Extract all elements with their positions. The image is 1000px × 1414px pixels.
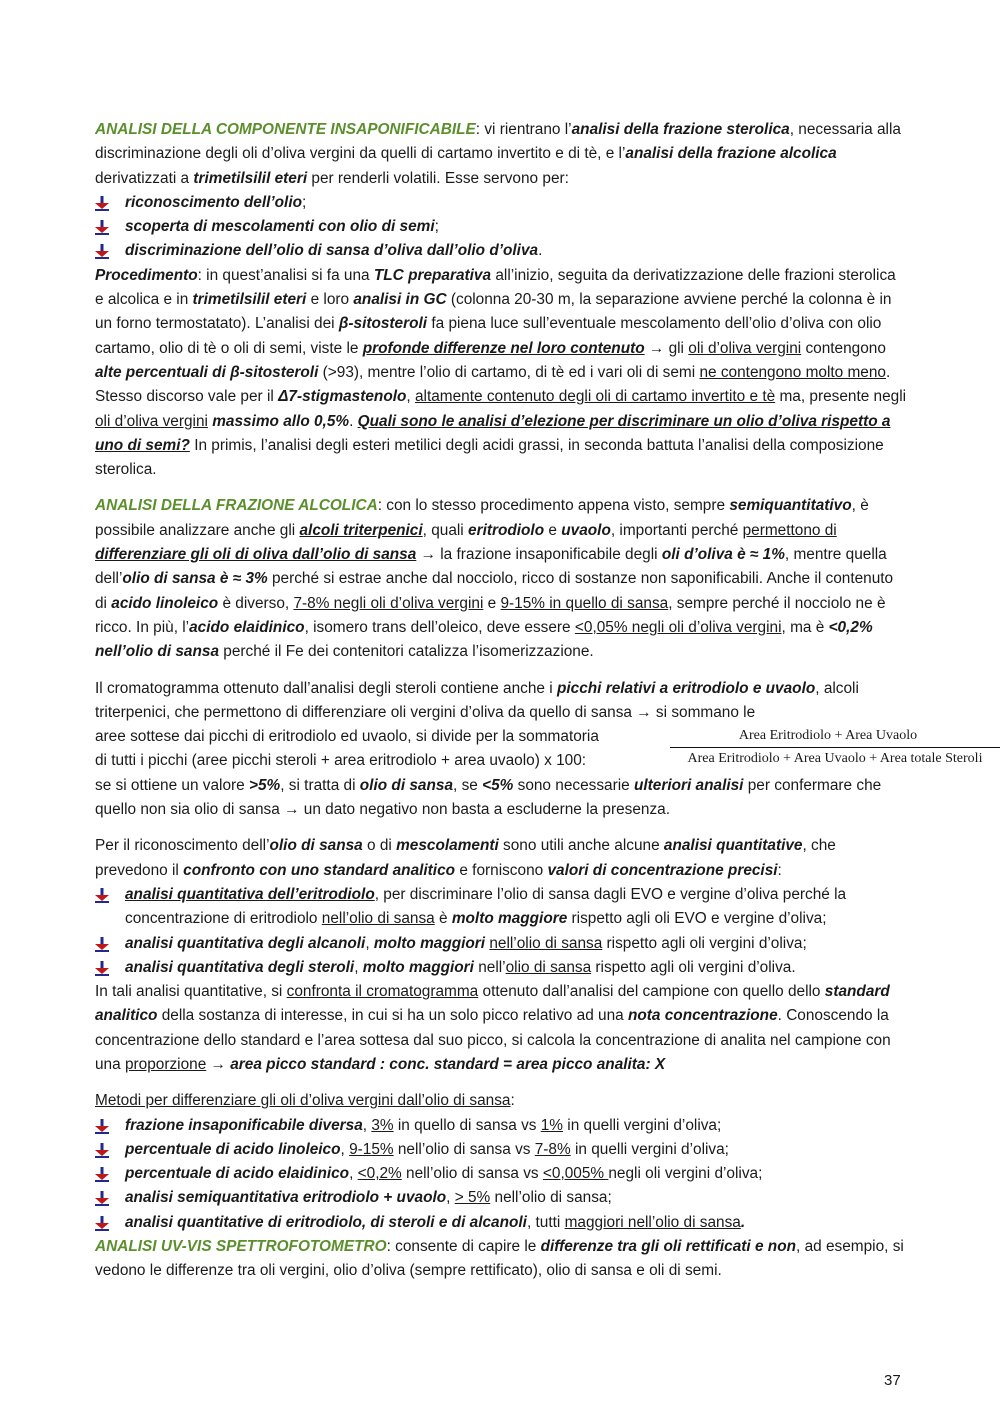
list-item — [95, 239, 907, 263]
text: , ad esempio, si vedono le differenze tra oli vergini, olio d’oliva (sempre rettificato), olio di sansa e oli di semi. — [95, 1238, 904, 1280]
text: per renderli volatili. Esse servono per: — [307, 169, 569, 187]
text: percentuale di acido elaidinico — [125, 1165, 350, 1183]
text: . — [538, 242, 543, 260]
text: , ma è — [781, 618, 829, 636]
text: riconoscimento dell’olio — [125, 193, 303, 211]
text: , — [354, 958, 363, 976]
list-item — [95, 956, 907, 980]
text: sono necessarie — [513, 776, 634, 794]
arrow-down-bullet-icon — [95, 244, 109, 259]
page-content — [95, 118, 983, 1296]
list-item — [95, 191, 907, 215]
text: : in quest’analisi si fa una — [197, 266, 374, 284]
uv-vis-paragraph — [95, 1235, 907, 1284]
text: analisi quantitative di eritrodiolo, di steroli e di alcanoli — [125, 1213, 527, 1231]
arrow-down-bullet-icon — [95, 1191, 109, 1206]
text: trimetilsilil eteri — [193, 169, 308, 187]
text: nell’olio di sansa — [321, 910, 435, 928]
text: <5% — [482, 776, 514, 794]
text: confronta il cromatogramma — [286, 983, 479, 1001]
text: proporzione — [124, 1055, 207, 1073]
text: eritrodiolo — [468, 521, 545, 539]
text: : — [777, 861, 782, 879]
text: . Conoscendo la concentrazione dello standard e l’area sottesa dal suo picco, si calcola la concentrazione di analita nel campione con una — [95, 1007, 891, 1073]
text: negli oli vergini d’oliva; — [608, 1165, 763, 1183]
text: → gli — [644, 339, 689, 357]
text: : vi rientrano l’ — [475, 121, 572, 138]
text: nell’olio di sansa vs — [393, 1140, 535, 1158]
text: <0,005% — [542, 1165, 609, 1183]
text: analisi semiquantitativa eritrodiolo + uvaolo — [125, 1189, 447, 1207]
procedimento-paragraph — [95, 264, 907, 483]
text: alcoli triterpenici — [299, 521, 423, 539]
text: ulteriori analisi — [633, 776, 744, 794]
arrow-down-bullet-icon — [95, 1167, 109, 1182]
text: Procedimento — [95, 266, 198, 284]
text: altamente contenuto degli oli di cartamo invertito e tè — [414, 388, 776, 406]
text: picchi relativi a eritrodiolo e uvaolo — [556, 679, 816, 697]
text: TLC preparativa — [373, 266, 492, 284]
text: scoperta di mescolamenti con olio di semi — [125, 218, 435, 236]
text: nell’ — [473, 958, 506, 976]
text: oli d’oliva vergini — [95, 412, 208, 430]
section-heading: ANALISI DELLA FRAZIONE ALCOLICA — [95, 497, 378, 515]
list-item — [95, 883, 907, 932]
section-heading: ANALISI UV-VIS SPETTROFOTOMETRO — [95, 1238, 387, 1256]
text: oli d’oliva è ≈ 1% — [661, 546, 785, 564]
text: Il cromatogramma ottenuto dall’analisi degli steroli contiene anche i — [95, 679, 557, 697]
text: ottenuto dall’analisi del campione con quello dello — [478, 983, 825, 1001]
frazione-alcolica-paragraph — [95, 494, 907, 664]
text: in quelli vergini d’oliva; — [563, 1116, 722, 1134]
text: o di — [362, 837, 397, 855]
text: ma, presente negli — [775, 388, 907, 406]
text: : — [510, 1092, 515, 1110]
formula-denominator: Area Eritrodiolo + Area Uvaolo + Area totale Steroli — [687, 750, 983, 766]
text: acido elaidinico — [189, 618, 305, 636]
arrow-down-bullet-icon — [95, 961, 109, 976]
list-item — [95, 1211, 907, 1235]
text: <0,05% negli oli d’oliva vergini — [574, 618, 782, 636]
text: confronto con uno standard analitico — [183, 861, 456, 879]
text: <0,2% — [357, 1165, 402, 1183]
text: , mentre quella dell’ — [95, 546, 887, 588]
insaponificabile-paragraph — [95, 118, 907, 191]
text: analisi della frazione alcolica — [625, 145, 837, 163]
text: molto maggiore — [451, 910, 568, 928]
text: , — [365, 934, 374, 952]
text: , — [406, 388, 415, 406]
bullet-list — [95, 1114, 907, 1235]
text: nell’olio di sansa vs — [401, 1165, 543, 1183]
text: in quello di sansa vs — [393, 1116, 541, 1134]
text: all’inizio, seguita da derivatizzazione delle frazioni sterolica e alcolica e in — [95, 266, 896, 309]
text: e — [483, 594, 501, 612]
text: sono utili anche alcune — [498, 837, 664, 855]
text: alte percentuali di β-sitosteroli — [95, 363, 319, 381]
text: e loro — [306, 291, 354, 309]
text: trimetilsilil eteri — [192, 291, 307, 309]
confronto-paragraph — [95, 980, 907, 1077]
text: della sostanza di interesse, in cui si ha un solo picco relativo ad una — [157, 1007, 628, 1025]
text: discriminazione dell’olio di sansa d’oliva dall’olio d’oliva — [125, 242, 539, 260]
text: è — [434, 910, 452, 928]
text: ; — [434, 218, 439, 236]
arrow-down-bullet-icon — [95, 1216, 109, 1231]
text: 9-15% in quello di sansa — [500, 594, 669, 612]
text: olio di sansa — [359, 776, 454, 794]
text: (colonna 20-30 m, la separazione avviene perché la colonna è in un forno termostatato). L’analisi dei — [95, 291, 892, 333]
analisi-quantitative-paragraph — [95, 834, 907, 883]
text: analisi quantitative — [663, 837, 803, 855]
text: , alcoli triterpenici, che permettono di differenziare oli vergini d’oliva da quello di sansa → si sommano le aree sottese dai picchi di eritrodiolo ed uvaolo, si divide per la sommatoria di tutti i picchi (aree picchi steroli + area eritrodiolo + area uvaolo) x 100: — [95, 679, 859, 770]
text: In tali analisi quantitative, si — [95, 983, 287, 1001]
list-item — [95, 1186, 907, 1210]
text: nota concentrazione — [627, 1007, 778, 1025]
text: 1% — [540, 1116, 563, 1134]
text: , sempre perché il nocciolo ne è ricco. In più, l’ — [95, 594, 886, 636]
list-item — [95, 1138, 907, 1162]
text: acido linoleico — [111, 594, 219, 612]
text: : con lo stesso procedimento appena visto, sempre — [377, 497, 730, 515]
text: analisi in GC — [353, 291, 447, 309]
text: 3% — [371, 1116, 394, 1134]
list-item — [95, 1162, 907, 1186]
text: , per discriminare l’olio di sansa dagli EVO e vergine d’oliva perché la concentrazione di eritrodiolo — [125, 885, 847, 928]
text: maggiori nell’olio di sansa — [564, 1213, 741, 1231]
text: , importanti perché — [610, 521, 743, 539]
arrow-down-bullet-icon — [95, 937, 109, 952]
text: valori di concentrazione precisi — [547, 861, 778, 879]
metodi-heading — [95, 1089, 907, 1113]
text: molto maggiori — [362, 958, 474, 976]
arrow-down-bullet-icon — [95, 888, 109, 903]
text: , si tratta di — [280, 776, 360, 794]
list-item — [95, 1114, 907, 1138]
text: , tutti — [526, 1213, 565, 1231]
text: standard analitico — [95, 983, 890, 1025]
text: Per il riconoscimento dell’ — [95, 837, 270, 855]
text: analisi quantitativa degli alcanoli — [125, 934, 366, 952]
section-heading: ANALISI DELLA COMPONENTE INSAPONIFICABILE — [95, 121, 476, 138]
text: mescolamenti — [396, 837, 499, 855]
text: profonde differenze nel loro contenuto — [362, 339, 645, 357]
text: . — [349, 412, 358, 430]
text: , — [349, 1165, 358, 1183]
text: rispetto agli oli vergini d’oliva; — [602, 934, 807, 952]
text: uvaolo — [561, 521, 611, 539]
text: differenziare gli oli di oliva dall’olio di sansa — [95, 546, 417, 564]
text: oli d’oliva vergini — [688, 339, 802, 357]
text: analisi della frazione sterolica — [571, 121, 790, 138]
text: : consente di capire le — [386, 1238, 541, 1256]
text: (>93), mentre l’olio di cartamo, di tè ed i vari oli di semi — [318, 363, 700, 381]
text: . — [740, 1213, 746, 1231]
text: rispetto agli oli vergini d’oliva. — [591, 958, 796, 976]
text: In primis, l’analisi degli esteri metilici degli acidi grassi, in seconda battuta l’analisi della composizione sterolica. — [95, 436, 884, 479]
text: ; — [302, 193, 307, 211]
text: , è possibile analizzare anche gli — [95, 497, 869, 539]
text: semiquantitativo — [729, 497, 852, 515]
text: perché si estrae anche dal nocciolo, ricco di sostanze non saponificabili. Anche il contenuto di — [95, 570, 894, 612]
text: , — [362, 1116, 372, 1134]
text: > 5% — [454, 1189, 491, 1207]
text: Δ7-stigmastenolo — [278, 388, 407, 406]
text: olio di sansa — [269, 837, 363, 855]
text: ne contengono molto meno — [699, 363, 886, 381]
text: <0,2% nell’olio di sansa — [95, 618, 873, 661]
text: e — [544, 521, 562, 539]
text: >5% — [249, 776, 281, 794]
text: , che prevedono il — [95, 837, 836, 879]
text: 7-8% — [534, 1140, 571, 1158]
text: Metodi per differenziare gli oli d’oliva vergini dall’olio di sansa — [95, 1092, 511, 1110]
text: , — [340, 1140, 350, 1158]
arrow-down-bullet-icon — [95, 1119, 109, 1134]
list-item — [95, 932, 907, 956]
text: olio di sansa — [505, 958, 592, 976]
text: analisi quantitativa dell’eritrodiolo — [125, 885, 375, 903]
text: permettono di — [742, 521, 837, 539]
arrow-down-bullet-icon — [95, 220, 109, 235]
text: area picco standard : conc. standard = area picco analita: X — [230, 1055, 666, 1073]
text: , isomero trans dell’oleico, deve essere — [304, 618, 575, 636]
text: in quelli vergini d’oliva; — [570, 1140, 729, 1158]
text: nell’olio di sansa; — [490, 1189, 612, 1207]
text: 7-8% negli oli d’oliva vergini — [293, 594, 484, 612]
text: , se — [453, 776, 483, 794]
text: perché il Fe dei contenitori catalizza l’isomerizzazione. — [219, 643, 594, 661]
text: derivatizzati a — [95, 169, 194, 187]
text: 9-15% — [349, 1140, 394, 1158]
text: è diverso, — [218, 594, 294, 612]
arrow-down-bullet-icon — [95, 1143, 109, 1158]
text: nell’olio di sansa — [489, 934, 603, 952]
ratio-formula — [670, 725, 1000, 770]
text: , — [446, 1189, 455, 1207]
text: massimo allo 0,5% — [212, 412, 350, 430]
text: , necessaria alla discriminazione degli oli d’oliva vergini da quelli di cartamo invertito e di tè, e l’ — [95, 121, 901, 163]
text: β-sitosteroli — [338, 315, 428, 333]
text: → — [206, 1055, 231, 1073]
bullet-list — [95, 191, 907, 264]
text: se si ottiene un valore — [95, 776, 249, 794]
text: contengono — [801, 339, 886, 357]
text: frazione insaponificabile diversa — [125, 1116, 363, 1134]
text: fa piena luce sull’eventuale mescolamento dell’olio d’oliva con olio cartamo, olio di tè o oli di semi, viste le — [95, 315, 882, 357]
text: → la frazione insaponificabile degli — [416, 546, 662, 564]
formula-numerator: Area Eritrodiolo + Area Uvaolo — [738, 727, 918, 743]
text: differenze tra gli oli rettificati e non — [540, 1238, 797, 1256]
text: molto maggiori — [373, 934, 486, 952]
arrow-down-bullet-icon — [95, 196, 109, 211]
page-number: 37 — [884, 1372, 901, 1389]
text: . Stesso discorso vale per il — [95, 363, 891, 406]
text: percentuale di acido linoleico — [125, 1140, 341, 1158]
text: , quali — [422, 521, 469, 539]
text: Quali sono le analisi d’elezione per discriminare un olio d’oliva rispetto a uno di semi? — [95, 412, 891, 454]
text: olio di sansa è ≈ 3% — [122, 570, 268, 588]
text: per confermare che quello non sia olio di sansa → un dato negativo non basta a escluderne la presenza. — [95, 776, 882, 819]
text: rispetto agli oli EVO e vergine d’oliva; — [567, 910, 827, 928]
cromatogramma-block — [95, 677, 983, 823]
bullet-list — [95, 883, 907, 980]
text: analisi quantitativa degli steroli — [125, 958, 355, 976]
text: e forniscono — [455, 861, 548, 879]
list-item — [95, 215, 907, 239]
